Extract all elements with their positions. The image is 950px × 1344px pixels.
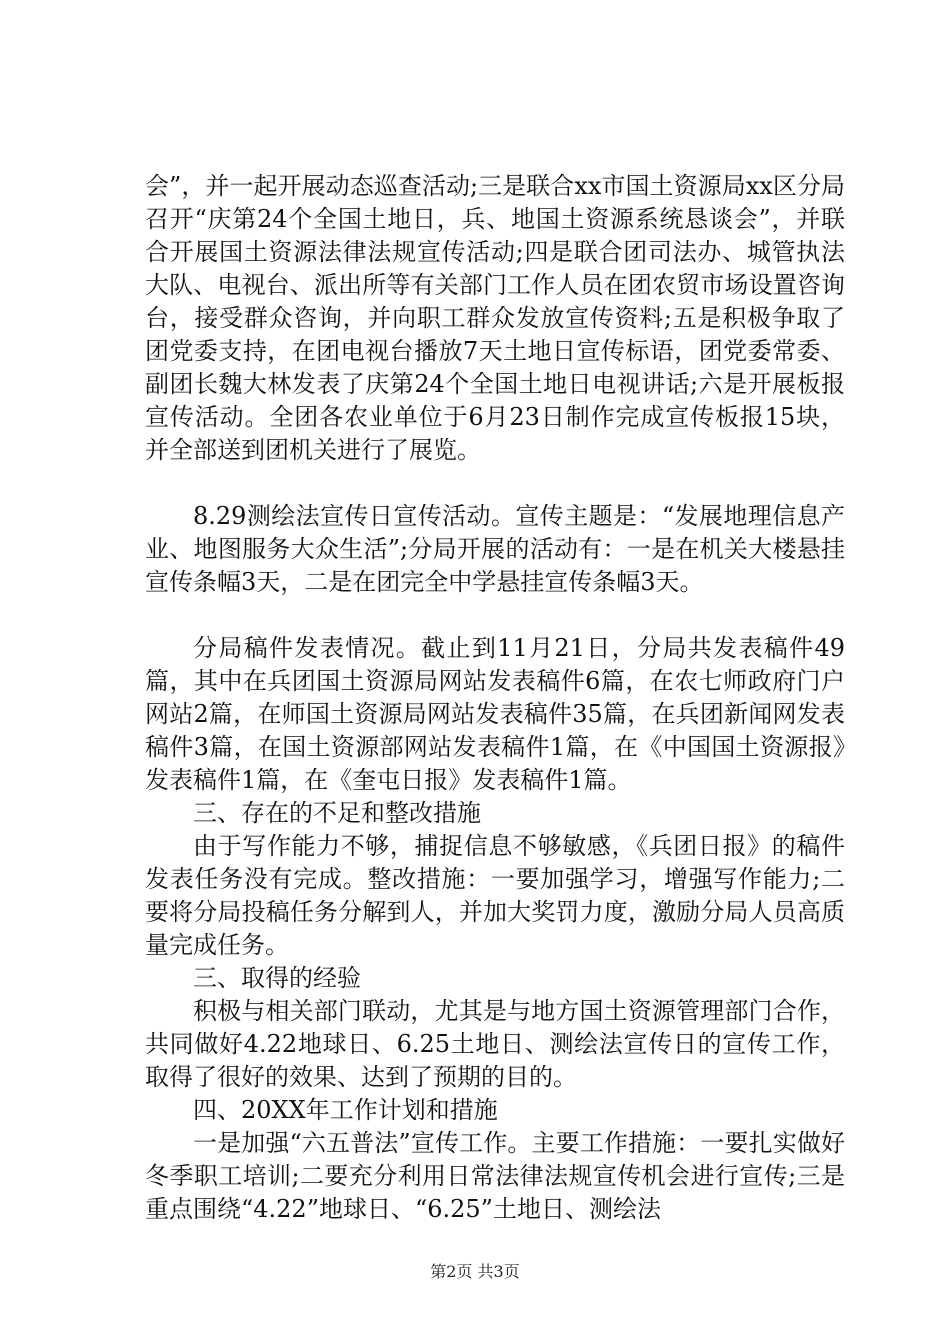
page-number: 第2页 共3页: [430, 1262, 520, 1281]
heading-shortcomings: 三、存在的不足和整改措施: [193, 799, 481, 827]
document-body: [145, 170, 845, 1226]
paragraph-experience: 积极与相关部门联动，尤其是与地方国土资源管理部门合作，共同做好4.22地球日、6.25土地日、测绘法宣传日的宣传工作，取得了很好的效果、达到了预期的目的。: [145, 997, 845, 1091]
paragraph-surveying-law-day: 8.29测绘法宣传日宣传活动。宣传主题是：“发展地理信息产业、地图服务大众生活”;分局开展的活动有：一是在机关大楼悬挂宣传条幅3天，二是在团完全中学悬挂宣传条幅3天。: [145, 502, 845, 596]
heading-work-plan: 四、20XX年工作计划和措施: [193, 1096, 498, 1124]
heading-experience: 三、取得的经验: [193, 964, 361, 992]
paragraph-work-plan: 一是加强“六五普法”宣传工作。主要工作措施：一要扎实做好冬季职工培训;二要充分利用日常法律法规宣传机会进行宣传;三是重点围绕“4.22”地球日、“6.25”土地日、测绘法: [145, 1129, 845, 1223]
paragraph-shortcomings: 由于写作能力不够，捕捉信息不够敏感，《兵团日报》的稿件发表任务没有完成。整改措施：一要加强学习，增强写作能力;二要将分局投稿任务分解到人，并加大奖罚力度，激励分局人员高质量完成任务。: [145, 832, 845, 959]
paragraph-land-day-activities: 会”，并一起开展动态巡查活动;三是联合xx市国土资源局xx区分局召开“庆第24个全国土地日，兵、地国土资源系统恳谈会”，并联合开展国土资源法律法规宣传活动;四是联合团司法办、城管执法大队、电视台、派出所等有关部门工作人员在团农贸市场设置咨询台，接受群众咨询，并向职工群众发放宣传资料;五是积极争取了团党委支持，在团电视台播放7天土地日宣传标语，团党委常委、副团长魏大林发表了庆第24个全国土地日电视讲话;六是开展板报宣传活动。全团各农业单位于6月23日制作完成宣传板报15块，并全部送到团机关进行了展览。: [145, 172, 845, 464]
paragraph-articles-published: 分局稿件发表情况。截止到11月21日，分局共发表稿件49篇，其中在兵团国土资源局网站发表稿件6篇，在农七师政府门户网站2篇，在师国土资源局网站发表稿件35篇，在兵团新闻网发表稿件3篇，在国土资源部网站发表稿件1篇，在《中国国土资源报》发表稿件1篇，在《奎屯日报》发表稿件1篇。: [145, 634, 845, 794]
